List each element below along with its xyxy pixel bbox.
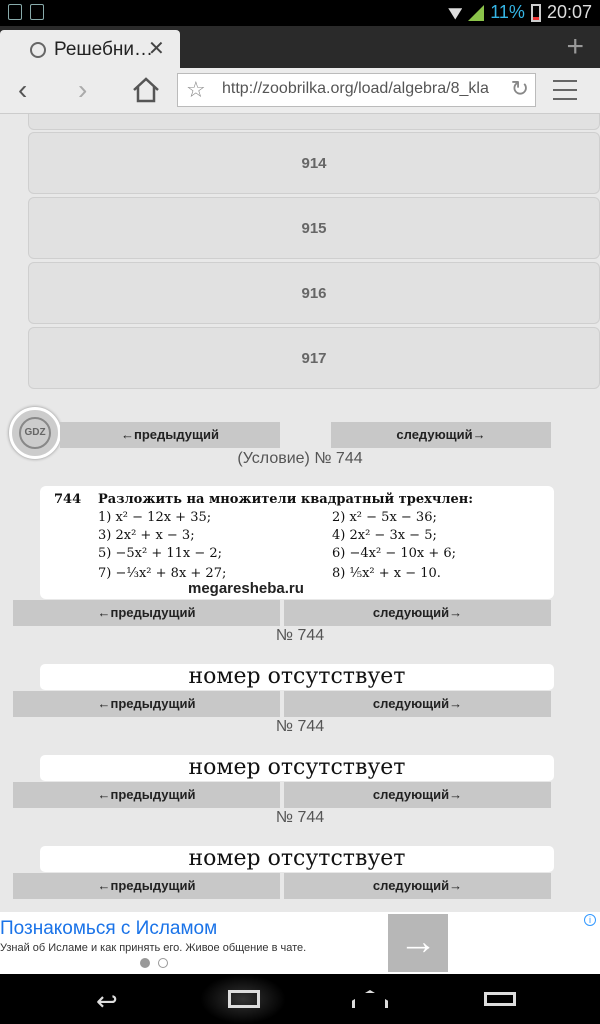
arrow-right-icon[interactable]: → (388, 914, 448, 972)
missing-notice: номер отсутствует (40, 664, 554, 690)
tab-bar (0, 26, 600, 68)
pager (13, 782, 551, 808)
problem-item: 1) x² − 12x + 35; (98, 510, 212, 525)
pager (13, 873, 551, 899)
status-bar (0, 0, 600, 26)
pager-dot[interactable] (140, 958, 150, 968)
problem-item: 6) −4x² − 10x + 6; (332, 546, 457, 561)
missing-notice: номер отсутствует (40, 755, 554, 781)
close-tab-icon[interactable]: ✕ (148, 38, 165, 60)
page-content (0, 114, 600, 912)
ad-pager-dots (140, 958, 168, 968)
prev-button[interactable]: ←предыдущий (60, 422, 280, 448)
menu-icon[interactable] (553, 80, 577, 107)
screenshot-icon[interactable] (228, 990, 260, 1008)
bookmark-star-icon[interactable]: ☆ (186, 77, 206, 102)
prev-button[interactable]: ←предыдущий (13, 873, 280, 899)
back-icon[interactable]: ‹ (18, 74, 28, 105)
back-icon[interactable]: ↩ (96, 986, 118, 1016)
battery-icon (531, 4, 541, 22)
problem-item: 8) ⅕x² + x − 10. (332, 566, 441, 581)
address-bar[interactable] (177, 73, 536, 107)
list-item[interactable]: 917 (28, 327, 600, 389)
next-button[interactable]: следующий→ (284, 782, 551, 808)
reload-icon[interactable]: ↻ (510, 76, 529, 101)
problem-item: 5) −5x² + 11x − 2; (98, 546, 223, 561)
prev-button[interactable]: ←предыдущий (13, 782, 280, 808)
pager-dot[interactable] (158, 958, 168, 968)
problem-statement: Разложить на множители квадратный трехчлен: (98, 492, 474, 507)
list-item[interactable]: 915 (28, 197, 600, 259)
prev-button[interactable]: ←предыдущий (13, 691, 280, 717)
next-button[interactable]: следующий→ (284, 600, 551, 626)
wifi-icon (448, 6, 462, 20)
home-icon[interactable] (132, 77, 160, 103)
section-caption: № 744 (275, 627, 325, 644)
problem-item: 4) 2x² − 3x − 5; (332, 528, 437, 543)
section-caption: № 744 (275, 718, 325, 735)
prev-button[interactable]: ←предыдущий (13, 600, 280, 626)
watermark: megaresheba.ru (188, 580, 304, 597)
problem-item: 3) 2x² + x − 3; (98, 528, 195, 543)
next-button[interactable]: следующий→ (284, 873, 551, 899)
browser-toolbar (0, 68, 600, 114)
battery-percent: 11% (490, 2, 525, 22)
list-item[interactable]: 914 (28, 132, 600, 194)
problem-image (40, 486, 554, 599)
system-nav-bar (0, 974, 600, 1024)
notification-icon (8, 4, 22, 20)
tab-title: Решебни… (54, 39, 153, 60)
recent-apps-icon[interactable] (484, 992, 516, 1006)
ad-info-icon[interactable]: i (584, 914, 596, 926)
pager (60, 422, 551, 448)
ad-text: Узнай об Исламе и как принять его. Живое общение в чате. (0, 942, 307, 954)
section-caption: (Условие) № 744 (237, 450, 363, 467)
url-input[interactable]: http://zoobrilka.org/load/algebra/8_kla (222, 80, 489, 97)
list-item[interactable]: 916 (28, 262, 600, 324)
list-item-partial[interactable] (28, 114, 600, 130)
missing-notice: номер отсутствует (40, 846, 554, 872)
image-notification-icon (30, 4, 44, 20)
ad-banner[interactable] (0, 912, 600, 974)
browser-tab[interactable] (0, 30, 180, 68)
problem-number: 744 (54, 492, 82, 507)
home-icon[interactable] (352, 990, 388, 1008)
forward-icon[interactable]: › (78, 74, 88, 105)
next-button[interactable]: следующий→ (331, 422, 551, 448)
next-button[interactable]: следующий→ (284, 691, 551, 717)
signal-icon (468, 5, 484, 21)
problem-item: 7) −⅓x² + 8x + 27; (98, 566, 227, 581)
problem-item: 2) x² − 5x − 36; (332, 510, 437, 525)
section-caption: № 744 (275, 809, 325, 826)
gdz-icon: GDZ (19, 417, 51, 449)
pager (13, 691, 551, 717)
clock: 20:07 (546, 2, 592, 22)
globe-icon (30, 42, 46, 58)
pager (13, 600, 551, 626)
ad-title[interactable]: Познакомься с Исламом (0, 918, 218, 939)
new-tab-icon[interactable]: + (566, 30, 584, 63)
